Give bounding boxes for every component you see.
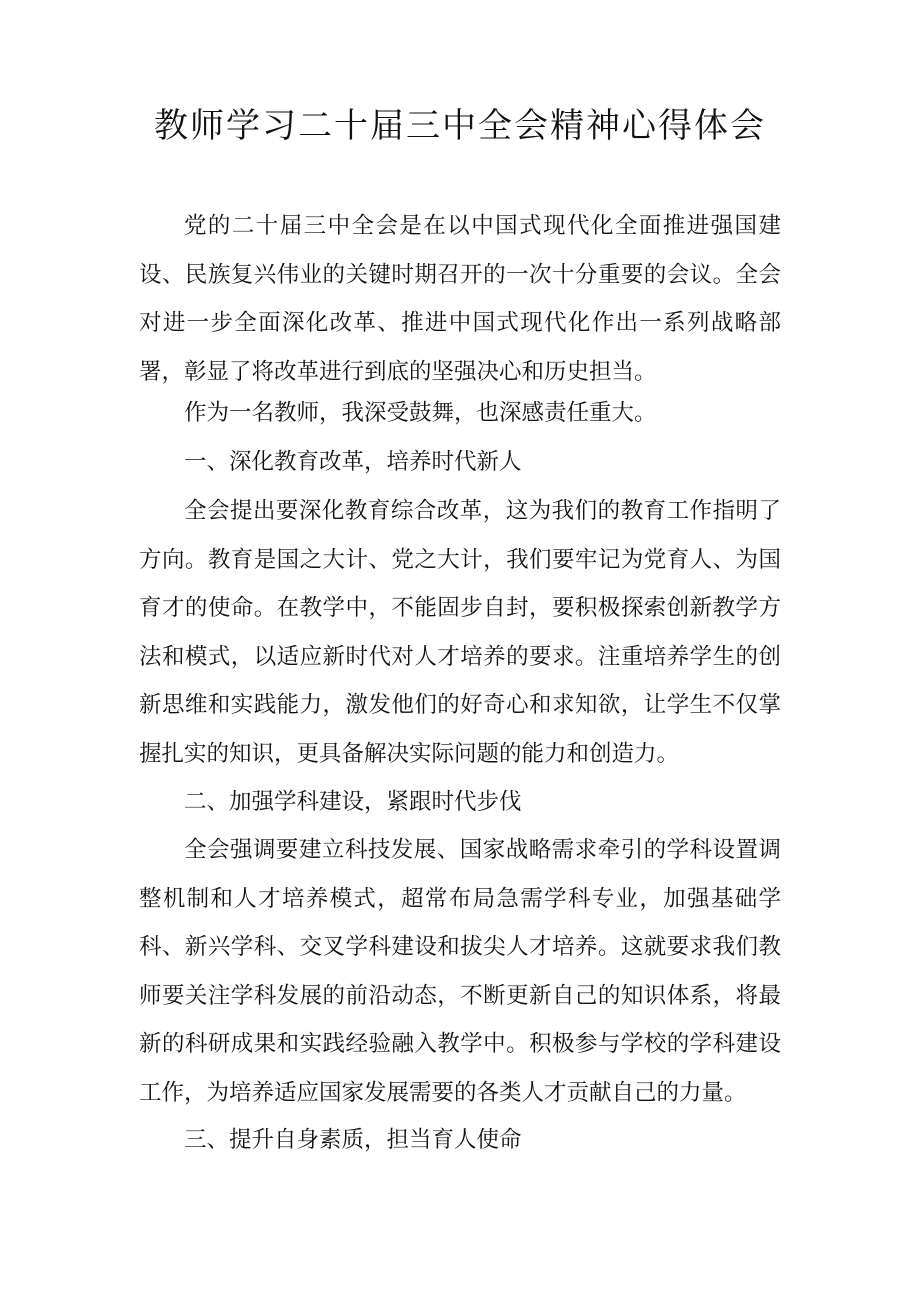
section-2-heading: 二、加强学科建设，紧跟时代步伐 [184, 789, 522, 815]
section-1-paragraph: 全会提出要深化教育综合改革，这为我们的教育工作指明了方向。教育是国之大计、党之大计，我们要牢记为党育人、为国育才的使命。在教学中，不能固步自封，要积极探索创新教学方法和模式，以适应新时代对人才培养的要求。注重培养学生的创新思维和实践能力，激发他们的好奇心和求知欲，让学生不仅掌握扎实的知识，更具备解决实际问题的能力和创造力。 [139, 498, 781, 767]
section-2-paragraph: 全会强调要建立科技发展、国家战略需求牵引的学科设置调整机制和人才培养模式，超常布局急需学科专业，加强基础学科、新兴学科、交叉学科建设和拔尖人才培养。这就要求我们教师要关注学科发展的前沿动态，不断更新自己的知识体系，将最新的科研成果和实践经验融入教学中。积极参与学校的学科建设工作，为培养适应国家发展需要的各类人才贡献自己的力量。 [139, 837, 781, 1106]
intro-paragraph: 党的二十届三中全会是在以中国式现代化全面推进强国建设、民族复兴伟业的关键时期召开的一次十分重要的会议。全会对进一步全面深化改革、推进中国式现代化作出一系列战略部署，彰显了将改革进行到底的坚强决心和历史担当。 [139, 213, 781, 385]
section-1-heading: 一、深化教育改革，培养时代新人 [184, 449, 522, 475]
document-title: 教师学习二十届三中全会精神心得体会 [154, 106, 766, 146]
role-paragraph: 作为一名教师，我深受鼓舞，也深感责任重大。 [184, 400, 657, 426]
section-3-heading: 三、提升自身素质，担当育人使命 [184, 1127, 522, 1153]
